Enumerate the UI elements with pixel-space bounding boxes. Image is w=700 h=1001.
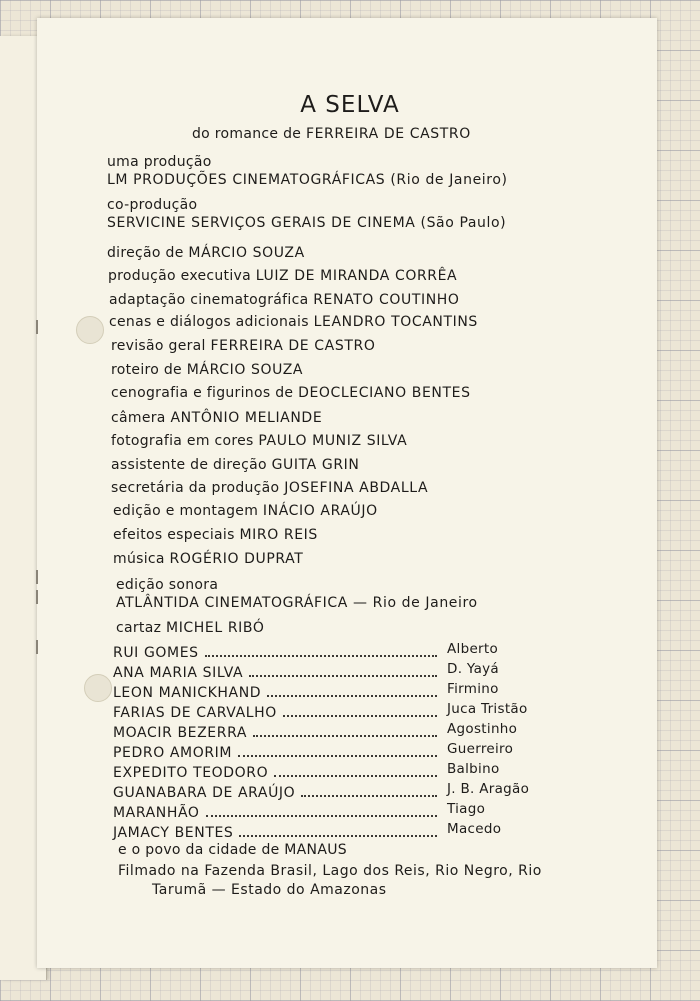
cast-character: Agostinho xyxy=(447,721,518,737)
cast-character: Macedo xyxy=(447,821,502,837)
punch-hole xyxy=(84,674,112,702)
credit-line xyxy=(113,527,318,543)
credit-role: co-produção xyxy=(107,197,198,213)
cast-actor: JAMACY BENTES xyxy=(113,825,234,841)
cast-actor: GUANABARA DE ARAÚJO xyxy=(113,785,296,801)
credit-name: SERVICINE SERVIÇOS GERAIS DE CINEMA (São Paulo) xyxy=(107,215,507,231)
cast-actor: RUI GOMES xyxy=(113,645,199,661)
cast-character: Firmino xyxy=(447,681,499,697)
credit-line xyxy=(111,410,322,426)
cast-row xyxy=(113,805,443,823)
dot-leader xyxy=(206,814,437,817)
credit-name: MICHEL RIBÓ xyxy=(166,620,265,636)
credit-name: MÁRCIO SOUZA xyxy=(186,362,304,378)
credit-name: LM PRODUÇÕES CINEMATOGRÁFICAS (Rio de Janeiro) xyxy=(107,172,508,188)
credit-line xyxy=(111,480,428,496)
credit-role: direção de xyxy=(107,245,184,261)
cast-row xyxy=(113,745,443,763)
credit-line xyxy=(109,292,460,308)
credit-line xyxy=(107,215,506,231)
credit-name: PAULO MUNIZ SILVA xyxy=(258,433,408,449)
credit-name: JOSEFINA ABDALLA xyxy=(284,480,429,496)
credit-role: uma produção xyxy=(107,154,212,170)
cast-character: Alberto xyxy=(447,641,499,657)
dot-leader xyxy=(238,754,437,757)
cast-row xyxy=(113,665,443,683)
credit-line xyxy=(111,338,375,354)
credit-role: edição sonora xyxy=(116,577,219,593)
credit-name: MIRO REIS xyxy=(239,527,318,543)
dot-leader xyxy=(253,734,437,737)
credit-name: ROGÉRIO DUPRAT xyxy=(169,551,304,567)
credit-line xyxy=(107,245,305,261)
closing-line: e o povo da cidade de MANAUS xyxy=(118,842,347,858)
novel-author: FERREIRA DE CASTRO xyxy=(305,126,471,142)
credit-name: RENATO COUTINHO xyxy=(313,292,460,308)
credit-role: cenografia e figurinos de xyxy=(111,385,294,401)
credit-line xyxy=(109,314,478,330)
credit-role: cenas e diálogos adicionais xyxy=(109,314,309,330)
binding-staple xyxy=(36,570,46,584)
binding-staple xyxy=(36,320,46,334)
credit-role: fotografia em cores xyxy=(111,433,254,449)
cast-row xyxy=(113,825,443,843)
dot-leader xyxy=(239,834,437,837)
cast-character: Juca Tristão xyxy=(447,701,528,717)
credit-line xyxy=(111,457,359,473)
credit-name: ATLÂNTIDA CINEMATOGRÁFICA — Rio de Janeiro xyxy=(116,595,478,611)
credit-role: produção executiva xyxy=(108,268,252,284)
credit-role: cartaz xyxy=(116,620,162,636)
credit-line xyxy=(113,503,378,519)
page-title: A SELVA xyxy=(300,92,400,118)
credit-role: edição e montagem xyxy=(113,503,259,519)
dot-leader xyxy=(249,674,437,677)
credit-line xyxy=(111,433,407,449)
dot-leader xyxy=(274,774,437,777)
cast-row xyxy=(113,645,443,663)
dot-leader xyxy=(205,654,437,657)
credit-name: LUIZ DE MIRANDA CORRÊA xyxy=(255,268,458,284)
credit-line xyxy=(116,577,218,593)
credit-role: assistente de direção xyxy=(111,457,267,473)
binding-staple xyxy=(36,640,46,654)
dot-leader xyxy=(283,714,437,717)
cast-row xyxy=(113,705,443,723)
credit-role: música xyxy=(113,551,165,567)
credit-role: câmera xyxy=(111,410,166,426)
credit-name: FERREIRA DE CASTRO xyxy=(210,338,376,354)
cast-actor: LEON MANICKHAND xyxy=(113,685,262,701)
dot-leader xyxy=(267,694,437,697)
credit-line xyxy=(107,154,212,170)
cast-row xyxy=(113,785,443,803)
cast-actor: PEDRO AMORIM xyxy=(113,745,233,761)
cast-actor: EXPEDITO TEODORO xyxy=(113,765,269,781)
credit-line xyxy=(111,385,471,401)
cast-row xyxy=(113,765,443,783)
cast-actor: MOACIR BEZERRA xyxy=(113,725,248,741)
cast-character: Tiago xyxy=(447,801,486,817)
credit-line xyxy=(116,595,478,611)
credit-name: ANTÔNIO MELIANDE xyxy=(170,410,323,426)
credit-name: INÁCIO ARAÚJO xyxy=(262,503,378,519)
credit-line xyxy=(113,551,303,567)
credit-role: adaptação cinematográfica xyxy=(109,292,309,308)
credit-role: roteiro de xyxy=(111,362,182,378)
filming-location-line-2: Tarumã — Estado do Amazonas xyxy=(152,882,387,898)
credit-line xyxy=(107,197,197,213)
credit-line xyxy=(116,620,264,636)
cast-actor: FARIAS DE CARVALHO xyxy=(113,705,277,721)
cast-row xyxy=(113,725,443,743)
credit-role: efeitos especiais xyxy=(113,527,235,543)
punch-hole xyxy=(76,316,104,344)
credit-role: revisão geral xyxy=(111,338,206,354)
credit-name: GUITA GRIN xyxy=(271,457,360,473)
cast-character: Balbino xyxy=(447,761,500,777)
cast-character: Guerreiro xyxy=(447,741,514,757)
credit-line xyxy=(107,172,508,188)
cast-character: D. Yayá xyxy=(447,661,499,677)
novel-credit xyxy=(192,126,471,142)
credit-name: DEOCLECIANO BENTES xyxy=(298,385,471,401)
credit-line xyxy=(108,268,457,284)
novel-credit-prefix: do romance de xyxy=(192,126,302,142)
dot-leader xyxy=(301,794,437,797)
binding-staple xyxy=(36,590,46,604)
credit-role: secretária da produção xyxy=(111,480,280,496)
cast-actor: MARANHÃO xyxy=(113,805,200,821)
cast-row xyxy=(113,685,443,703)
cast-actor: ANA MARIA SILVA xyxy=(113,665,244,681)
filming-location-line-1: Filmado na Fazenda Brasil, Lago dos Reis, Rio Negro, Rio xyxy=(118,863,542,879)
credit-name: LEANDRO TOCANTINS xyxy=(313,314,478,330)
credit-name: MÁRCIO SOUZA xyxy=(188,245,305,261)
credit-line xyxy=(111,362,303,378)
cast-character: J. B. Aragão xyxy=(447,781,530,797)
